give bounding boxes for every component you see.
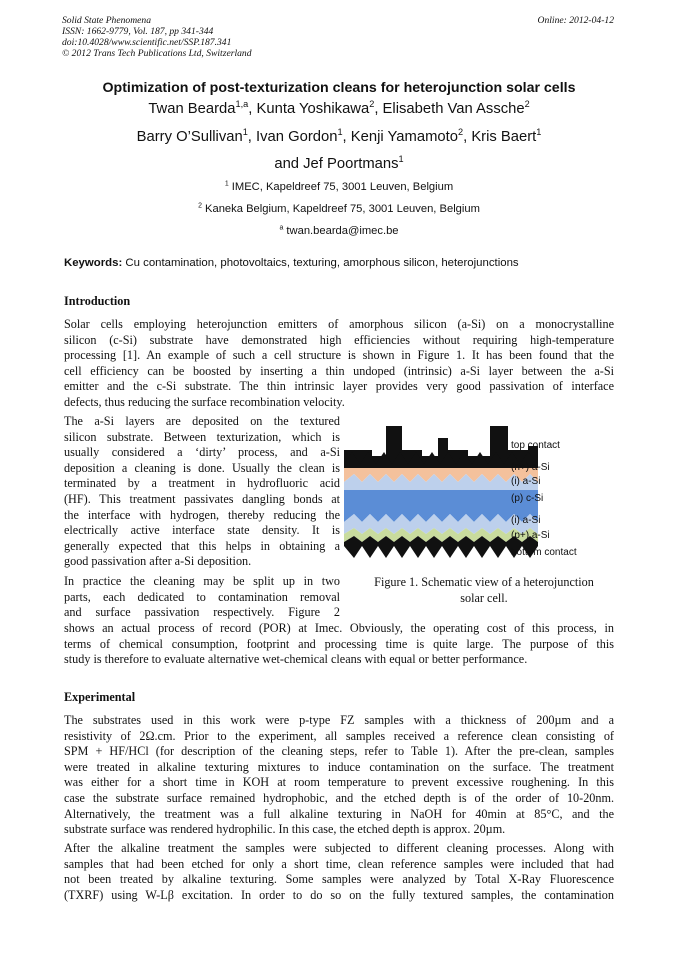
copyright: © 2012 Trans Tech Publications Ltd, Switzerland (62, 48, 252, 59)
author-name: Kris Baert (471, 129, 537, 145)
text-line: The a-Si layers are deposited on the textured (64, 414, 340, 428)
text-line: (TXRF) using W-Lβ excitation. In order to do so on the fully textured samples, the contamination (64, 887, 614, 902)
text-line: silicon substrate. Between texturization, which is (64, 429, 340, 444)
text-line: electrically active interface state density. It is (64, 523, 340, 538)
text-line: the interface with hydrogen, thereby reducing the (64, 507, 340, 522)
affiliation-email (0, 225, 678, 237)
label-p-csi: (p) c-Si (511, 493, 544, 504)
author-sup: 1 (536, 127, 542, 138)
text-line: processing [1]. An example of such a cell structure is shown in Figure 1. It has been found that the (64, 348, 614, 363)
intro-paragraph-1 (64, 317, 614, 411)
authors-line-2: Barry O’Sullivan$^1$, Ivan Gordon$^1$, Kenji Yamamoto$^2$, Kris Baert$^1$ (136, 127, 542, 145)
text-line: was either for a short time in KOH at room temperature to prevent excessive roughening. In this (64, 775, 614, 790)
keywords (64, 257, 519, 269)
text-line: usually considered a ‘dirty’ process, and a-Si (64, 445, 340, 460)
text-line: parts, each dedicated to contamination removal (64, 589, 340, 604)
text-line: resistivity of 2Ω.cm. Prior to the experiment, all samples received a reference clean consisting of (64, 728, 614, 743)
text-line: The substrates used in this work were p-type FZ samples with a thickness of 200µm and a (64, 713, 614, 727)
text-line: silicon (c-Si) substrate have demonstrated high efficiencies without requiring high-temperature (64, 332, 614, 347)
author-sup: 2 (524, 99, 530, 110)
text-line: good passivation after a-Si deposition. (64, 554, 252, 569)
author-sup: 1 (398, 154, 404, 165)
author-sup: 1 (242, 127, 248, 138)
author-name: Twan Bearda (148, 101, 236, 117)
keywords-text: Cu contamination, photovoltaics, texturing, amorphous silicon, heterojunctions (125, 257, 519, 269)
paper-title: Optimization of post-texturization cleans for heterojunction solar cells (102, 80, 576, 96)
doi: doi:10.4028/www.scientific.net/SSP.187.341 (62, 37, 232, 48)
text-line: Alternatively, the treatment was a full alkaline texturing in NaOH for 40min at 85°C, and the (64, 806, 614, 821)
text-line: deposition a cleaning is done. Usually the clean is (64, 460, 340, 475)
text-line: samples that had been etched for only a short time, clean reference samples were included that had (64, 856, 614, 871)
text-line: (HF). This treatment passivates dangling bonds at (64, 491, 340, 506)
text-line: Solar cells employing heterojunction emitters of amorphous silicon (a-Si) on a monocrystalline (64, 317, 614, 331)
label-i-asi-bottom: (i) a-Si (511, 515, 541, 526)
affiliation-text: IMEC, Kapeldreef 75, 3001 Leuven, Belgium (231, 181, 454, 193)
online-date: Online: 2012-04-12 (537, 15, 614, 26)
text-line: SPM + HF/HCl (for description of the cleaning steps, refer to Table 1). After the pre-clean, samples (64, 744, 614, 759)
author-sup: 2 (457, 127, 464, 138)
text-line: defects, thus reducing the surface recombination velocity. (64, 394, 345, 409)
text-line: shows an actual process of record (POR) at Imec. Obviously, the operating cost of this process, in (64, 621, 614, 635)
experimental-paragraph-1 (64, 713, 614, 838)
text-line: cell efficiency can be boosted by inserting a thin undoped (intrinsic) a-Si layer between the a-Si (64, 363, 614, 378)
intro-paragraph-2 (64, 414, 340, 570)
affiliation-sup: 1 (224, 180, 229, 188)
journal-header (62, 15, 252, 59)
affiliation-sup: 2 (198, 202, 202, 210)
author-name: Elisabeth Van Assche (382, 101, 525, 117)
text-line: In practice the cleaning may be split up in two (64, 574, 340, 588)
intro-paragraph-3a (64, 574, 340, 621)
figure-1-caption (344, 574, 624, 606)
intro-paragraph-3b (64, 621, 614, 668)
text-line: terminated by a treatment in hydrofluoric acid (64, 476, 340, 491)
label-bottom-contact: bottom contact (511, 547, 577, 558)
experimental-heading: Experimental (64, 690, 136, 704)
keywords-label: Keywords: (64, 257, 123, 269)
issn: ISSN: 1662-9779, Vol. 187, pp 341-344 (62, 26, 214, 37)
author-sup: 1 (337, 127, 343, 138)
journal-name: Solid State Phenomena (62, 15, 151, 26)
text-line: and surface passivation respectively. Figure 2 (64, 605, 340, 620)
introduction-heading: Introduction (64, 294, 131, 308)
author-sup: 2 (369, 99, 375, 110)
author-name: Barry O’Sullivan (136, 129, 243, 145)
label-top-contact: top contact (511, 440, 560, 451)
text-line: emitter and the c-Si substrate. The thin intrinsic layer provides very good passivation of interface (64, 379, 614, 394)
author-name: Kunta Yoshikawa (256, 101, 370, 117)
affiliation-text: Kaneka Belgium, Kapeldreef 75, 3001 Leuven, Belgium (205, 203, 480, 215)
affiliation-1 (0, 181, 678, 193)
text-line: After the alkaline treatment the samples were subjected to different cleaning processes. Along with (64, 841, 614, 855)
authors-line-1: Twan Bearda$^{1,a}$, Kunta Yoshikawa$^2$, Elisabeth Van Assche$^2$ (148, 99, 530, 117)
caption-line-2: solar cell. (460, 591, 508, 605)
author-name: Kenji Yamamoto (350, 129, 458, 145)
text-line: terms of chemical consumption, footprint and processing time is quite large. The purpose of this (64, 636, 614, 651)
affiliation-sup: a (279, 224, 284, 232)
author-sup: 1,a (235, 99, 249, 110)
text-line: not been treated by alkaline texturing. Some samples were analyzed by Total X-Ray Fluorescence (64, 872, 614, 887)
text-line: substrate surface was rendered hydrophilic. In this case, the etched depth is approx. 20µm. (64, 822, 506, 837)
authors-line-3 (0, 156, 678, 172)
label-i-asi-top: (i) a-Si (511, 476, 541, 487)
author-name: Ivan Gordon (256, 129, 338, 145)
experimental-paragraph-2 (64, 841, 614, 903)
text-line: generally expected that this helps in obtaining a (64, 538, 340, 553)
text-line: study is therefore to evaluate alternative wet-chemical cleans with equal or better performance. (64, 652, 528, 667)
email-text: twan.bearda@imec.be (286, 225, 399, 237)
heterojunction-schematic (344, 424, 614, 564)
text-line: were treated in alkaline texturing mixtures to induce contamination on the surface. The treatment (64, 759, 614, 774)
label-n-plus-asi: (n+) a-Si (511, 462, 550, 473)
layer-stack (344, 426, 541, 558)
text-line: case the substrate surface remained hydrophobic, and the etched depth is of the order of 10-20nm. (64, 790, 614, 805)
caption-line-1: Figure 1. Schematic view of a heterojunction (374, 575, 594, 589)
affiliation-2 (0, 203, 678, 215)
author-name: and Jef Poortmans (274, 156, 399, 172)
label-p-plus-asi: (p+) a-Si (511, 530, 550, 541)
